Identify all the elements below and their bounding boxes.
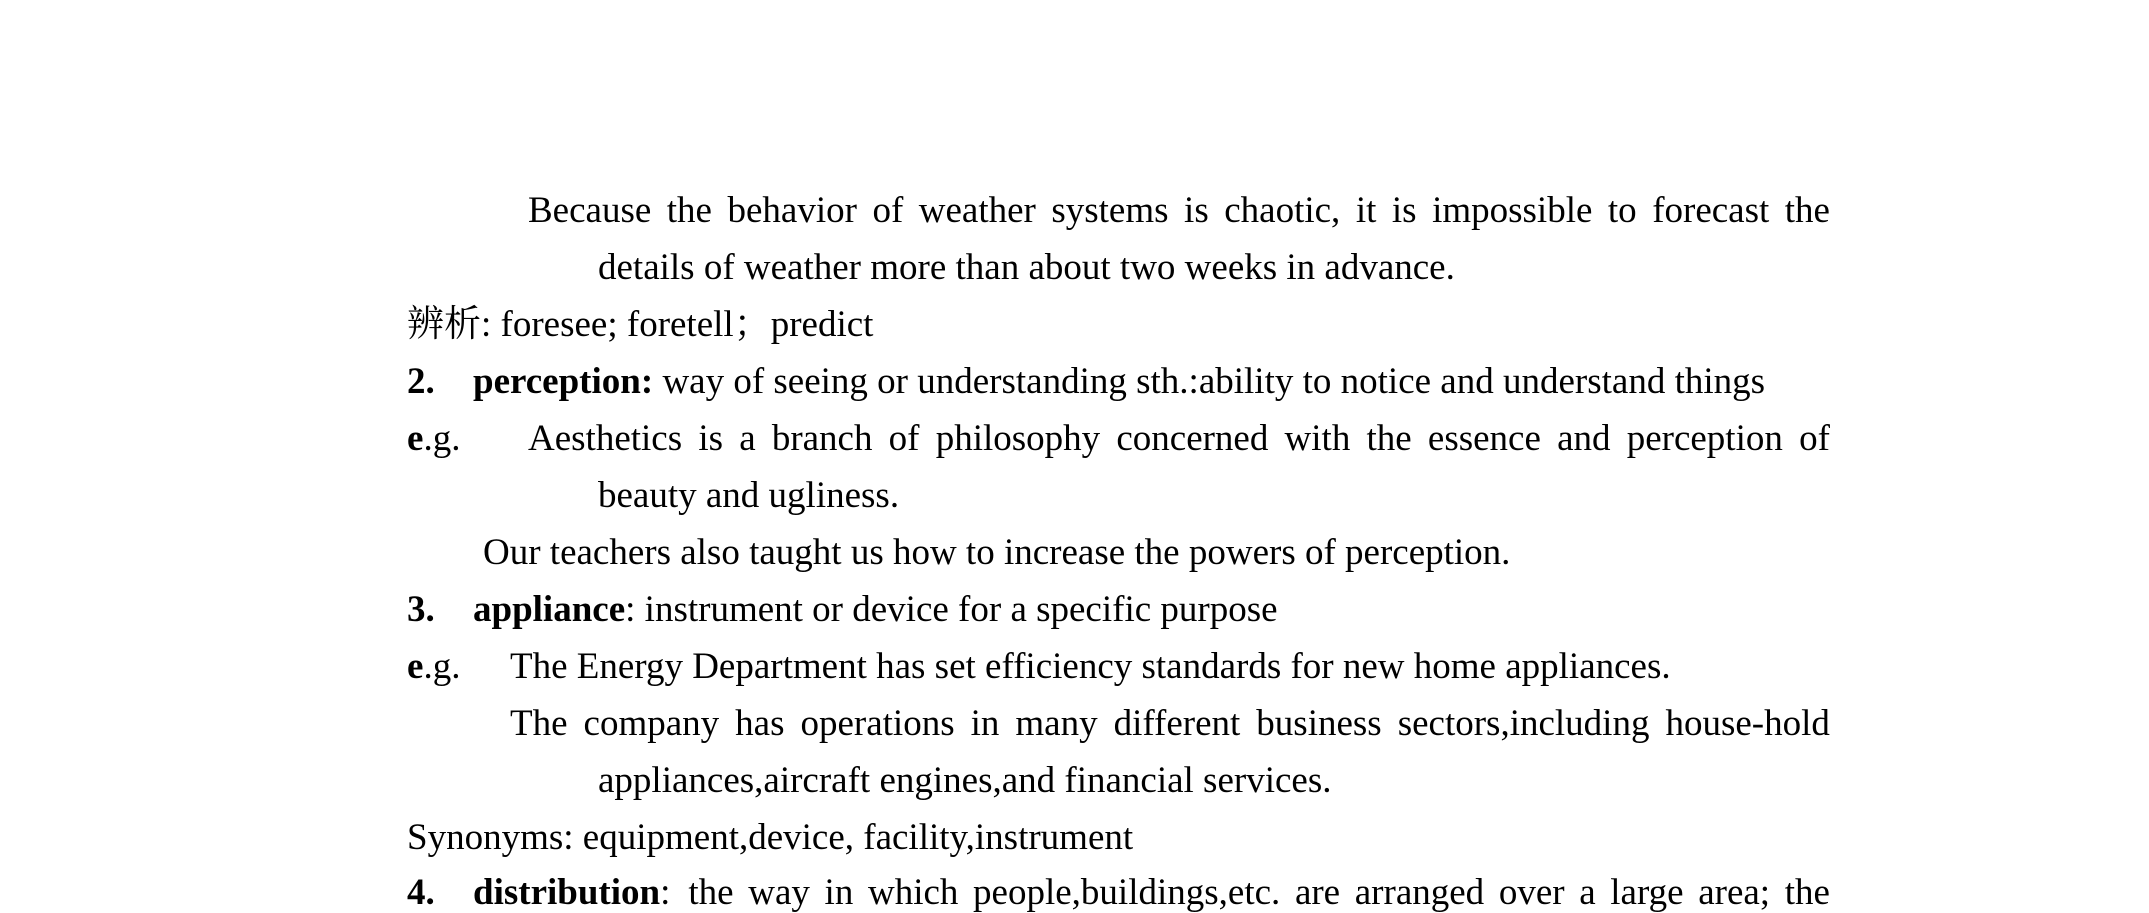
eg-rest: .g. xyxy=(423,418,461,459)
entry4-definition-word: way xyxy=(748,872,810,913)
entry3-heading xyxy=(407,591,1278,628)
entry2-example1-line xyxy=(528,420,1830,457)
entry3-example2-continuation: appliances,aircraft engines,and financial services. xyxy=(598,760,1332,801)
entry1-example1-word: behavior xyxy=(727,190,857,231)
entry4-definition xyxy=(688,874,1830,911)
entry1-example1-word: chaotic, xyxy=(1224,190,1341,231)
entry4-definition-word: which xyxy=(867,872,959,913)
entry4-definition-word: over xyxy=(1498,872,1565,913)
entry2-example1-word: and xyxy=(1557,418,1611,459)
entry1-example1-word: the xyxy=(1784,190,1830,231)
entry3-number: 3. xyxy=(407,589,435,630)
entry3-term: appliance xyxy=(473,589,626,630)
entry3-synonyms: Synonyms: equipment,device, facility,instrument xyxy=(407,817,1134,858)
entry4-heading xyxy=(407,874,1830,911)
entry4-definition-word: the xyxy=(688,872,734,913)
entry4-definition-word: are xyxy=(1294,872,1341,913)
entry2-example1-word: a xyxy=(739,418,756,459)
entry2-example1-word: is xyxy=(698,418,723,459)
entry1-example1-word: is xyxy=(1184,190,1209,231)
entry2-example1-word: with xyxy=(1284,418,1351,459)
entry1-example1-word: the xyxy=(666,190,712,231)
entry1-example-continuation: details of weather more than about two weeks in advance. xyxy=(598,247,1455,288)
entry2-example1-word: concerned xyxy=(1116,418,1269,459)
entry2-example1-word: of xyxy=(1799,418,1830,459)
entry3-example2-word: operations xyxy=(800,703,955,744)
entry2-example1-word: philosophy xyxy=(935,418,1101,459)
entry3-example2-word: The xyxy=(510,703,568,744)
entry4-definition-word: a xyxy=(1579,872,1596,913)
entry4-definition-word: in xyxy=(824,872,854,913)
entry4-definition-word: arranged xyxy=(1354,872,1485,913)
entry1-example1-word: weather xyxy=(918,190,1036,231)
entry2-heading xyxy=(407,363,1765,400)
entry3-example2-word: many xyxy=(1015,703,1098,744)
entry1-example-line xyxy=(528,192,1830,229)
entry4-definition-word: the xyxy=(1784,872,1830,913)
entry2-example2: Our teachers also taught us how to increase the powers of perception. xyxy=(483,532,1511,573)
entry2-example1-continuation: beauty and ugliness. xyxy=(598,475,900,516)
eg-bold-letter: e xyxy=(407,646,424,687)
entry3-example2-line xyxy=(510,705,1830,742)
bianxi-line: 辨析: foresee; foretell；predict xyxy=(407,304,874,345)
entry2-term: perception: xyxy=(473,361,654,402)
entry3-example2-word: different xyxy=(1113,703,1241,744)
entry4-definition-word: area; xyxy=(1698,872,1771,913)
entry3-example2-word: in xyxy=(970,703,1000,744)
entry4-term: distribution xyxy=(473,872,661,913)
entry3-definition: : instrument or device for a specific purpose xyxy=(625,589,1278,630)
entry2-example1-word: Aesthetics xyxy=(528,418,683,459)
entry2-example1-word: essence xyxy=(1427,418,1541,459)
entry3-example2-word: sectors,including xyxy=(1397,703,1650,744)
entry2-example1-word: perception xyxy=(1626,418,1783,459)
entry1-example1-word: to xyxy=(1607,190,1637,231)
entry3-example1: The Energy Department has set efficiency standards for new home appliances. xyxy=(510,646,1671,687)
entry3-example2-word: has xyxy=(735,703,785,744)
entry2-eg-label xyxy=(407,420,460,457)
entry3-example2-word: business xyxy=(1256,703,1382,744)
entry4-definition-word: large xyxy=(1610,872,1684,913)
entry1-example1-word: impossible xyxy=(1432,190,1593,231)
entry1-example1-word: it xyxy=(1355,190,1377,231)
entry1-example1-word: Because xyxy=(528,190,652,231)
eg-bold-letter: e xyxy=(407,418,424,459)
entry2-example1-word: branch xyxy=(771,418,873,459)
entry1-example1-word: is xyxy=(1391,190,1417,231)
entry2-number: 2. xyxy=(407,361,435,402)
entry3-example2-word: company xyxy=(583,703,720,744)
eg-rest: .g. xyxy=(423,646,461,687)
entry4-number: 4. xyxy=(407,872,435,913)
entry2-example1-word: the xyxy=(1366,418,1412,459)
entry1-example1-word: systems xyxy=(1051,190,1169,231)
entry3-eg-label xyxy=(407,648,460,685)
entry3-example2-word: house-hold xyxy=(1665,703,1830,744)
entry4-definition-word: people,buildings,etc. xyxy=(973,872,1281,913)
entry4-colon: : xyxy=(660,872,671,913)
entry2-definition: way of seeing or understanding sth.:ability to notice and understand things xyxy=(653,361,1766,402)
entry1-example1-word: forecast xyxy=(1652,190,1770,231)
entry2-example1-word: of xyxy=(888,418,920,459)
entry1-example1-word: of xyxy=(872,190,904,231)
